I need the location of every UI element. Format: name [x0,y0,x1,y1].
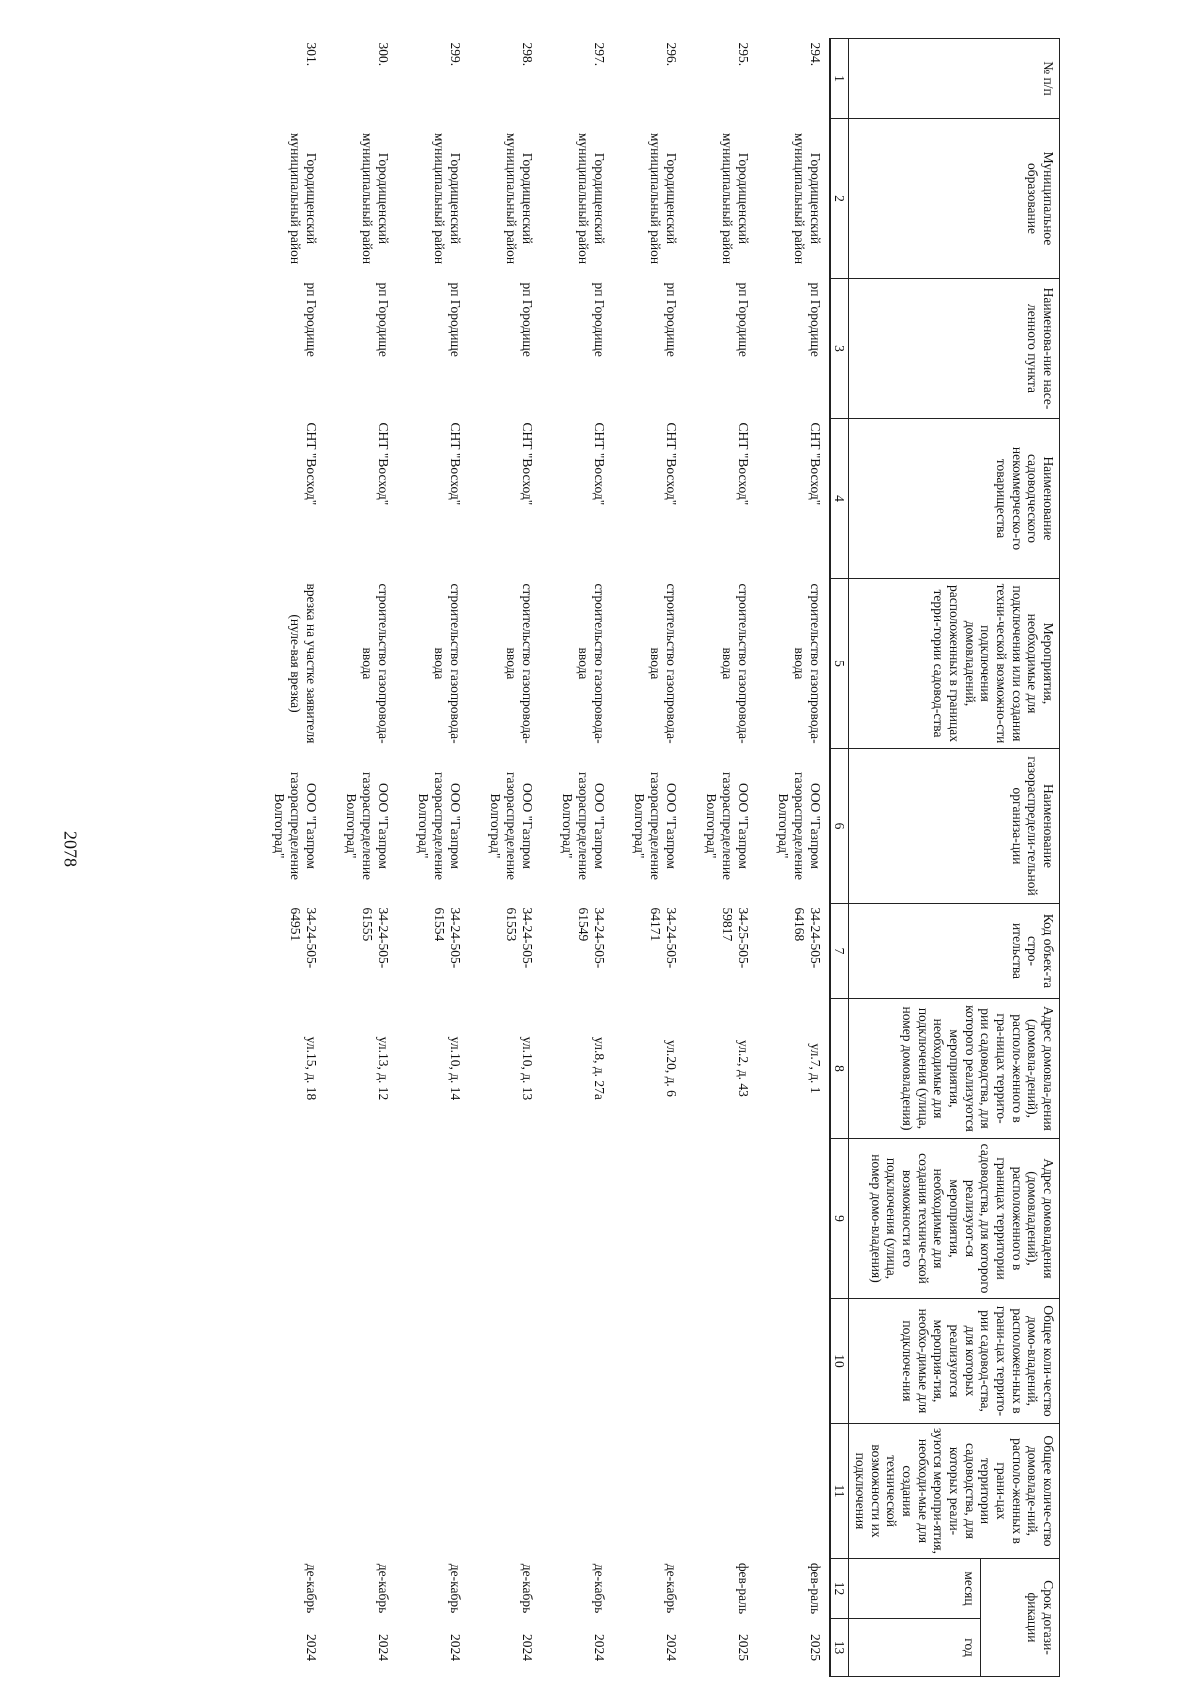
cell-address-capability [469,1139,541,1299]
cell-settlement: рп Городище [807,282,823,357]
table-row [613,39,685,1677]
cell-object-code: 34-24-505-61555 [360,907,391,969]
cell-month: де-кабрь [519,1563,535,1614]
cell-year: 2025 [807,1634,823,1661]
cell-count-connection [541,1299,613,1424]
gasification-table [253,38,1060,1677]
col-number: 12 [830,1559,849,1619]
table-row [541,39,613,1677]
cell-year: 2024 [663,1634,679,1661]
cell-month: де-кабрь [375,1563,391,1614]
header-municipality: Муниципальное образование [849,119,1060,279]
cell-count-capability [325,1424,397,1559]
cell-object-code: 34-24-505-61554 [432,907,463,969]
col-number: 3 [830,279,849,419]
cell-count-connection [325,1299,397,1424]
cell-settlement: рп Городище [375,282,391,357]
col-number: 8 [830,999,849,1139]
cell-address: ул.7, д. 1 [807,1043,823,1094]
cell-month: де-кабрь [591,1563,607,1614]
cell-address-capability [541,1139,613,1299]
cell-month: фев-раль [735,1562,751,1615]
header-measures: Мероприятия, необходимые для подключения или создания техни-ческой возможно-сти подключения домовладений, расположенных в границах терри-тории садовод-ства [849,579,1060,749]
cell-num: 294. [807,42,823,67]
cell-address-capability [397,1139,469,1299]
cell-settlement: рп Городище [735,282,751,357]
header-year: год [849,1619,980,1677]
cell-address: ул.2, д. 43 [735,1040,751,1097]
cell-count-capability [253,1424,325,1559]
cell-snt: СНТ "Восход" [807,422,823,506]
cell-snt: СНТ "Восход" [375,422,391,506]
cell-month: де-кабрь [663,1563,679,1614]
cell-settlement: рп Городище [519,282,535,357]
table-row [397,39,469,1677]
cell-count-connection [253,1299,325,1424]
cell-municipality: Городищенский муниципальный район [576,132,607,265]
col-number: 7 [830,904,849,999]
cell-gas-org: ООО "Газпром газораспределение Волгоград" [488,771,535,881]
cell-count-connection [397,1299,469,1424]
col-number: 13 [830,1619,849,1677]
cell-settlement: рп Городище [447,282,463,357]
cell-municipality: Городищенский муниципальный район [792,132,823,265]
page-number: 2078 [60,831,81,867]
header-snt: Наименование садоводческого некоммерческо-го товарищества [849,419,1060,579]
cell-address-capability [613,1139,685,1299]
cell-count-capability [613,1424,685,1559]
cell-month: фев-раль [807,1562,823,1615]
cell-measure: строительство газопровода-ввода [720,583,751,744]
header-object-code: Код объек-та стро-ительства [849,904,1060,999]
col-number: 1 [830,39,849,119]
header-count-capability: Общее количе-ство домовладе-ний, располо-женных в грани-цах территории садоводства, для которых реали-зуются меропри-ятия, необходи-мые для создания технической возможности их подключения [849,1424,1060,1559]
cell-municipality: Городищенский муниципальный район [720,132,751,265]
cell-measure: строительство газопровода-ввода [576,583,607,744]
cell-gas-org: ООО "Газпром газораспределение Волгоград" [272,771,319,881]
cell-address-capability [757,1139,830,1299]
rotated-table-wrapper [160,38,1060,1675]
cell-snt: СНТ "Восход" [447,422,463,506]
cell-address: ул.8, д. 27а [591,1037,607,1100]
table-row [685,39,757,1677]
cell-measure: строительство газопровода-ввода [432,583,463,744]
cell-gas-org: ООО "Газпром газораспределение Волгоград" [632,771,679,881]
cell-year: 2024 [375,1634,391,1661]
cell-num: 298. [519,42,535,67]
header-count-connection: Общее коли-чество домо-владений, расположен-ных в грани-цах террито-рии садовод-ства, для которых реализуются мероприя-тия, необхо-димые для подключе-ния [849,1299,1060,1424]
table-row [757,39,830,1677]
cell-measure: врезка на участке заявителя (нуле-вая врезка) [288,583,319,744]
header-deadline: Срок догази-фикации [980,1559,1059,1677]
cell-address: ул.10, д. 13 [519,1036,535,1101]
col-number: 10 [830,1299,849,1424]
cell-measure: строительство газопровода-ввода [792,583,823,744]
cell-num: 301. [303,42,319,67]
cell-snt: СНТ "Восход" [735,422,751,506]
cell-year: 2024 [591,1634,607,1661]
cell-count-capability [541,1424,613,1559]
cell-settlement: рп Городище [591,282,607,357]
col-number: 5 [830,579,849,749]
cell-snt: СНТ "Восход" [303,422,319,506]
cell-count-connection [613,1299,685,1424]
cell-count-connection [685,1299,757,1424]
header-address-capability: Адрес домовладения (домовладений), расположенного в границах территории садоводства, для которого реализуют-ся мероприятия, необходимые для создания техниче-ской возможности его подключения (улица, номер домо-владения) [849,1139,1060,1299]
table-row [469,39,541,1677]
cell-address: ул.13, д. 12 [375,1036,391,1101]
cell-municipality: Городищенский муниципальный район [432,132,463,265]
cell-year: 2024 [519,1634,535,1661]
cell-municipality: Городищенский муниципальный район [360,132,391,265]
cell-municipality: Городищенский муниципальный район [504,132,535,265]
header-address-connection: Адрес домовла-дения (домовла-дений), располо-женного в гра-ницах террито-рии садоводства, для которого реализуются мероприятия, необходимые для подключения (улица, номер домовладения) [849,999,1060,1139]
cell-count-capability [685,1424,757,1559]
col-number: 4 [830,419,849,579]
cell-object-code: 34-24-505-64951 [288,907,319,969]
cell-address: ул.15, д. 18 [303,1036,319,1101]
header-month: месяц [849,1559,980,1619]
table-row [253,39,325,1677]
cell-object-code: 34-25-505-59817 [720,907,751,969]
col-number: 6 [830,749,849,904]
cell-num: 299. [447,42,463,67]
cell-gas-org: ООО "Газпром газораспределение Волгоград" [704,771,751,881]
cell-snt: СНТ "Восход" [591,422,607,506]
cell-count-capability [757,1424,830,1559]
table-body [253,39,830,1677]
cell-num: 297. [591,42,607,67]
table-row [325,39,397,1677]
header-gas-org: Наименование газораспредели-тельной организа-ции [849,749,1060,904]
cell-address-capability [325,1139,397,1299]
cell-snt: СНТ "Восход" [519,422,535,506]
cell-address-capability [685,1139,757,1299]
cell-municipality: Городищенский муниципальный район [648,132,679,265]
cell-month: де-кабрь [303,1563,319,1614]
col-number: 11 [830,1424,849,1559]
cell-gas-org: ООО "Газпром газораспределение Волгоград" [560,771,607,881]
cell-count-capability [469,1424,541,1559]
cell-settlement: рп Городище [303,282,319,357]
cell-gas-org: ООО "Газпром газораспределение Волгоград" [416,771,463,881]
cell-year: 2024 [303,1634,319,1661]
cell-object-code: 34-24-505-61549 [576,907,607,969]
cell-settlement: рп Городище [663,282,679,357]
cell-object-code: 34-24-505-64168 [792,907,823,969]
cell-address: ул.20, д. 6 [663,1040,679,1097]
cell-measure: строительство газопровода-ввода [360,583,391,744]
header-num: № п/п [849,39,1060,119]
cell-count-capability [397,1424,469,1559]
cell-count-connection [757,1299,830,1424]
cell-gas-org: ООО "Газпром газораспределение Волгоград" [344,771,391,881]
cell-num: 296. [663,42,679,67]
cell-year: 2024 [447,1634,463,1661]
cell-num: 300. [375,42,391,67]
cell-measure: строительство газопровода-ввода [648,583,679,744]
cell-address-capability [253,1139,325,1299]
cell-month: де-кабрь [447,1563,463,1614]
header-settlement: Наименова-ние насе-ленного пункта [849,279,1060,419]
cell-snt: СНТ "Восход" [663,422,679,506]
cell-municipality: Городищенский муниципальный район [288,132,319,265]
col-number: 9 [830,1139,849,1299]
cell-measure: строительство газопровода-ввода [504,583,535,744]
cell-address: ул.10, д. 14 [447,1036,463,1101]
cell-num: 295. [735,42,751,67]
cell-gas-org: ООО "Газпром газораспределение Волгоград" [776,771,823,881]
cell-count-connection [469,1299,541,1424]
cell-object-code: 34-24-505-64171 [648,907,679,969]
col-number: 2 [830,119,849,279]
cell-object-code: 34-24-505-61553 [504,907,535,969]
cell-year: 2025 [735,1634,751,1661]
